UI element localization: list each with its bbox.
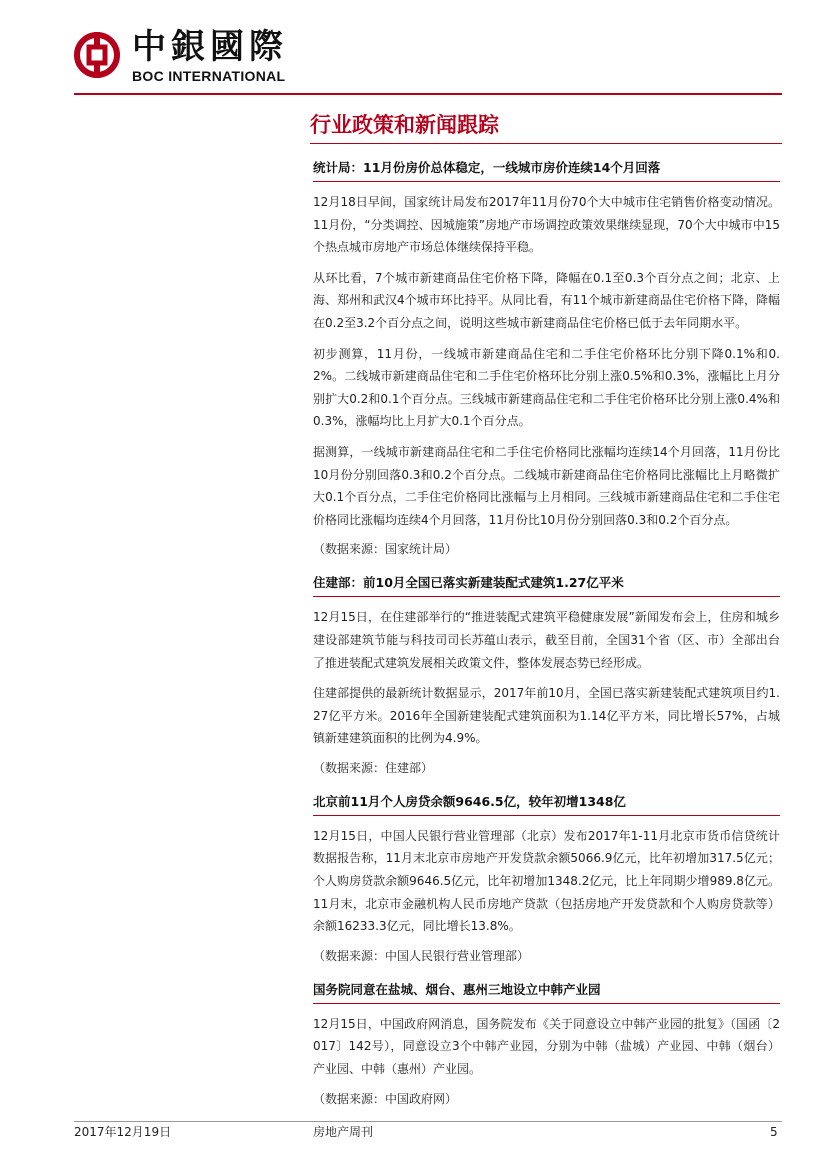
page-header (74, 28, 782, 90)
data-source-note: （数据来源：国家统计局） (313, 542, 458, 557)
paragraph: 12月15日，中国人民银行营业管理部（北京）发布2017年1-11月北京市货币信贷统计数据报告称，11月末北京市房地产开发贷款余额5066.9亿元，比年初增加317.5亿元；个人购房贷款余额9646.5亿元，比年初增加1348.2亿元，比上年同期少增989.8亿元。11月末，北京市金融机构人民币房地产贷款（包括房地产开发贷款和个人购房贷款等）余额16233.3亿元，同比增长13.8%。 (313, 828, 780, 934)
footer-date: 2017年12月19日 (74, 1125, 172, 1139)
logo-chinese-name: 中銀國際 (132, 27, 288, 67)
news-section (313, 154, 780, 559)
news-section (313, 976, 780, 1109)
data-source-note: （数据来源：中国人民银行营业管理部） (313, 948, 530, 963)
article-content (313, 150, 780, 1119)
paragraph: 住建部提供的最新统计数据显示，2017年前10月，全国已落实新建装配式建筑项目约1.27亿平方米。2016年全国新建装配式建筑面积为1.14亿平方米，同比增长57%，占城镇新建建筑面积的比例为4.9%。 (313, 686, 780, 746)
section-heading: 统计局：11月份房价总体稳定，一线城市房价连续14个月回落 (313, 154, 780, 182)
logo-english-name: BOC INTERNATIONAL (132, 68, 286, 84)
boc-logo-icon (74, 32, 120, 78)
footer-divider (74, 1121, 782, 1122)
data-source-note: （数据来源：住建部） (313, 760, 434, 775)
paragraph: 12月15日，在住建部举行的“推进装配式建筑平稳健康发展”新闻发布会上，住房和城乡建设部建筑节能与科技司司长苏蕴山表示，截至目前，全国31个省（区、市）全部出台了推进装配式建筑发展相关政策文件，整体发展态势已经形成。 (313, 610, 780, 670)
paragraph: 据测算，一线城市新建商品住宅和二手住宅价格同比涨幅均连续14个月回落，11月份比10月份分别回落0.3和0.2个百分点。二线城市新建商品住宅价格同比涨幅比上月略微扩大0.1个百分点，二手住宅价格同比涨幅与上月相同。三线城市新建商品住宅和二手住宅价格同比涨幅均连续4个月回落，11月份比10月份分别回落0.3和0.2个百分点。 (313, 444, 780, 527)
paragraph: 12月15日，中国政府网消息，国务院发布《关于同意设立中韩产业园的批复》（国函〔2017〕142号），同意设立3个中韩产业园，分别为中韩（盐城）产业园、中韩（烟台）产业园、中韩（惠州）产业园。 (313, 1016, 780, 1077)
paragraph: 初步测算，11月份，一线城市新建商品住宅和二手住宅价格环比分别下降0.1%和0.2%。二线城市新建商品住宅和二手住宅价格环比分别上涨0.5%和0.3%，涨幅比上月分别扩大0.2和0.1个百分点。三线城市新建商品住宅和二手住宅价格环比分别上涨0.4%和0.3%，涨幅均比上月扩大0.1个百分点。 (313, 346, 780, 429)
page-number: 5 (770, 1125, 778, 1139)
data-source-note: （数据来源：中国政府网） (313, 1091, 458, 1106)
title-divider (310, 143, 782, 144)
section-heading: 北京前11月个人房贷余额9646.5亿，较年初增1348亿 (313, 788, 780, 816)
paragraph: 从环比看，7个城市新建商品住宅价格下降，降幅在0.1至0.3个百分点之间；北京、上海、郑州和武汉4个城市环比持平。从同比看，有11个城市新建商品住宅价格下降，降幅在0.2至3.2个百分点之间，说明这些城市新建商品住宅价格已低于去年同期水平。 (313, 270, 780, 330)
news-section (313, 569, 780, 778)
page-title: 行业政策和新闻跟踪 (310, 112, 499, 137)
section-heading: 国务院同意在盐城、烟台、惠州三地设立中韩产业园 (313, 976, 780, 1004)
news-section (313, 788, 780, 966)
paragraph: 12月18日早间，国家统计局发布2017年11月份70个大中城市住宅销售价格变动情况。11月份，“分类调控、因城施策”房地产市场调控政策效果继续显现，70个大中城市中15个热点城市房地产市场总体继续保持平稳。 (313, 195, 780, 255)
footer-publication-name: 房地产周刊 (313, 1125, 374, 1139)
section-heading: 住建部：前10月全国已落实新建装配式建筑1.27亿平米 (313, 569, 780, 597)
header-divider (74, 93, 782, 95)
